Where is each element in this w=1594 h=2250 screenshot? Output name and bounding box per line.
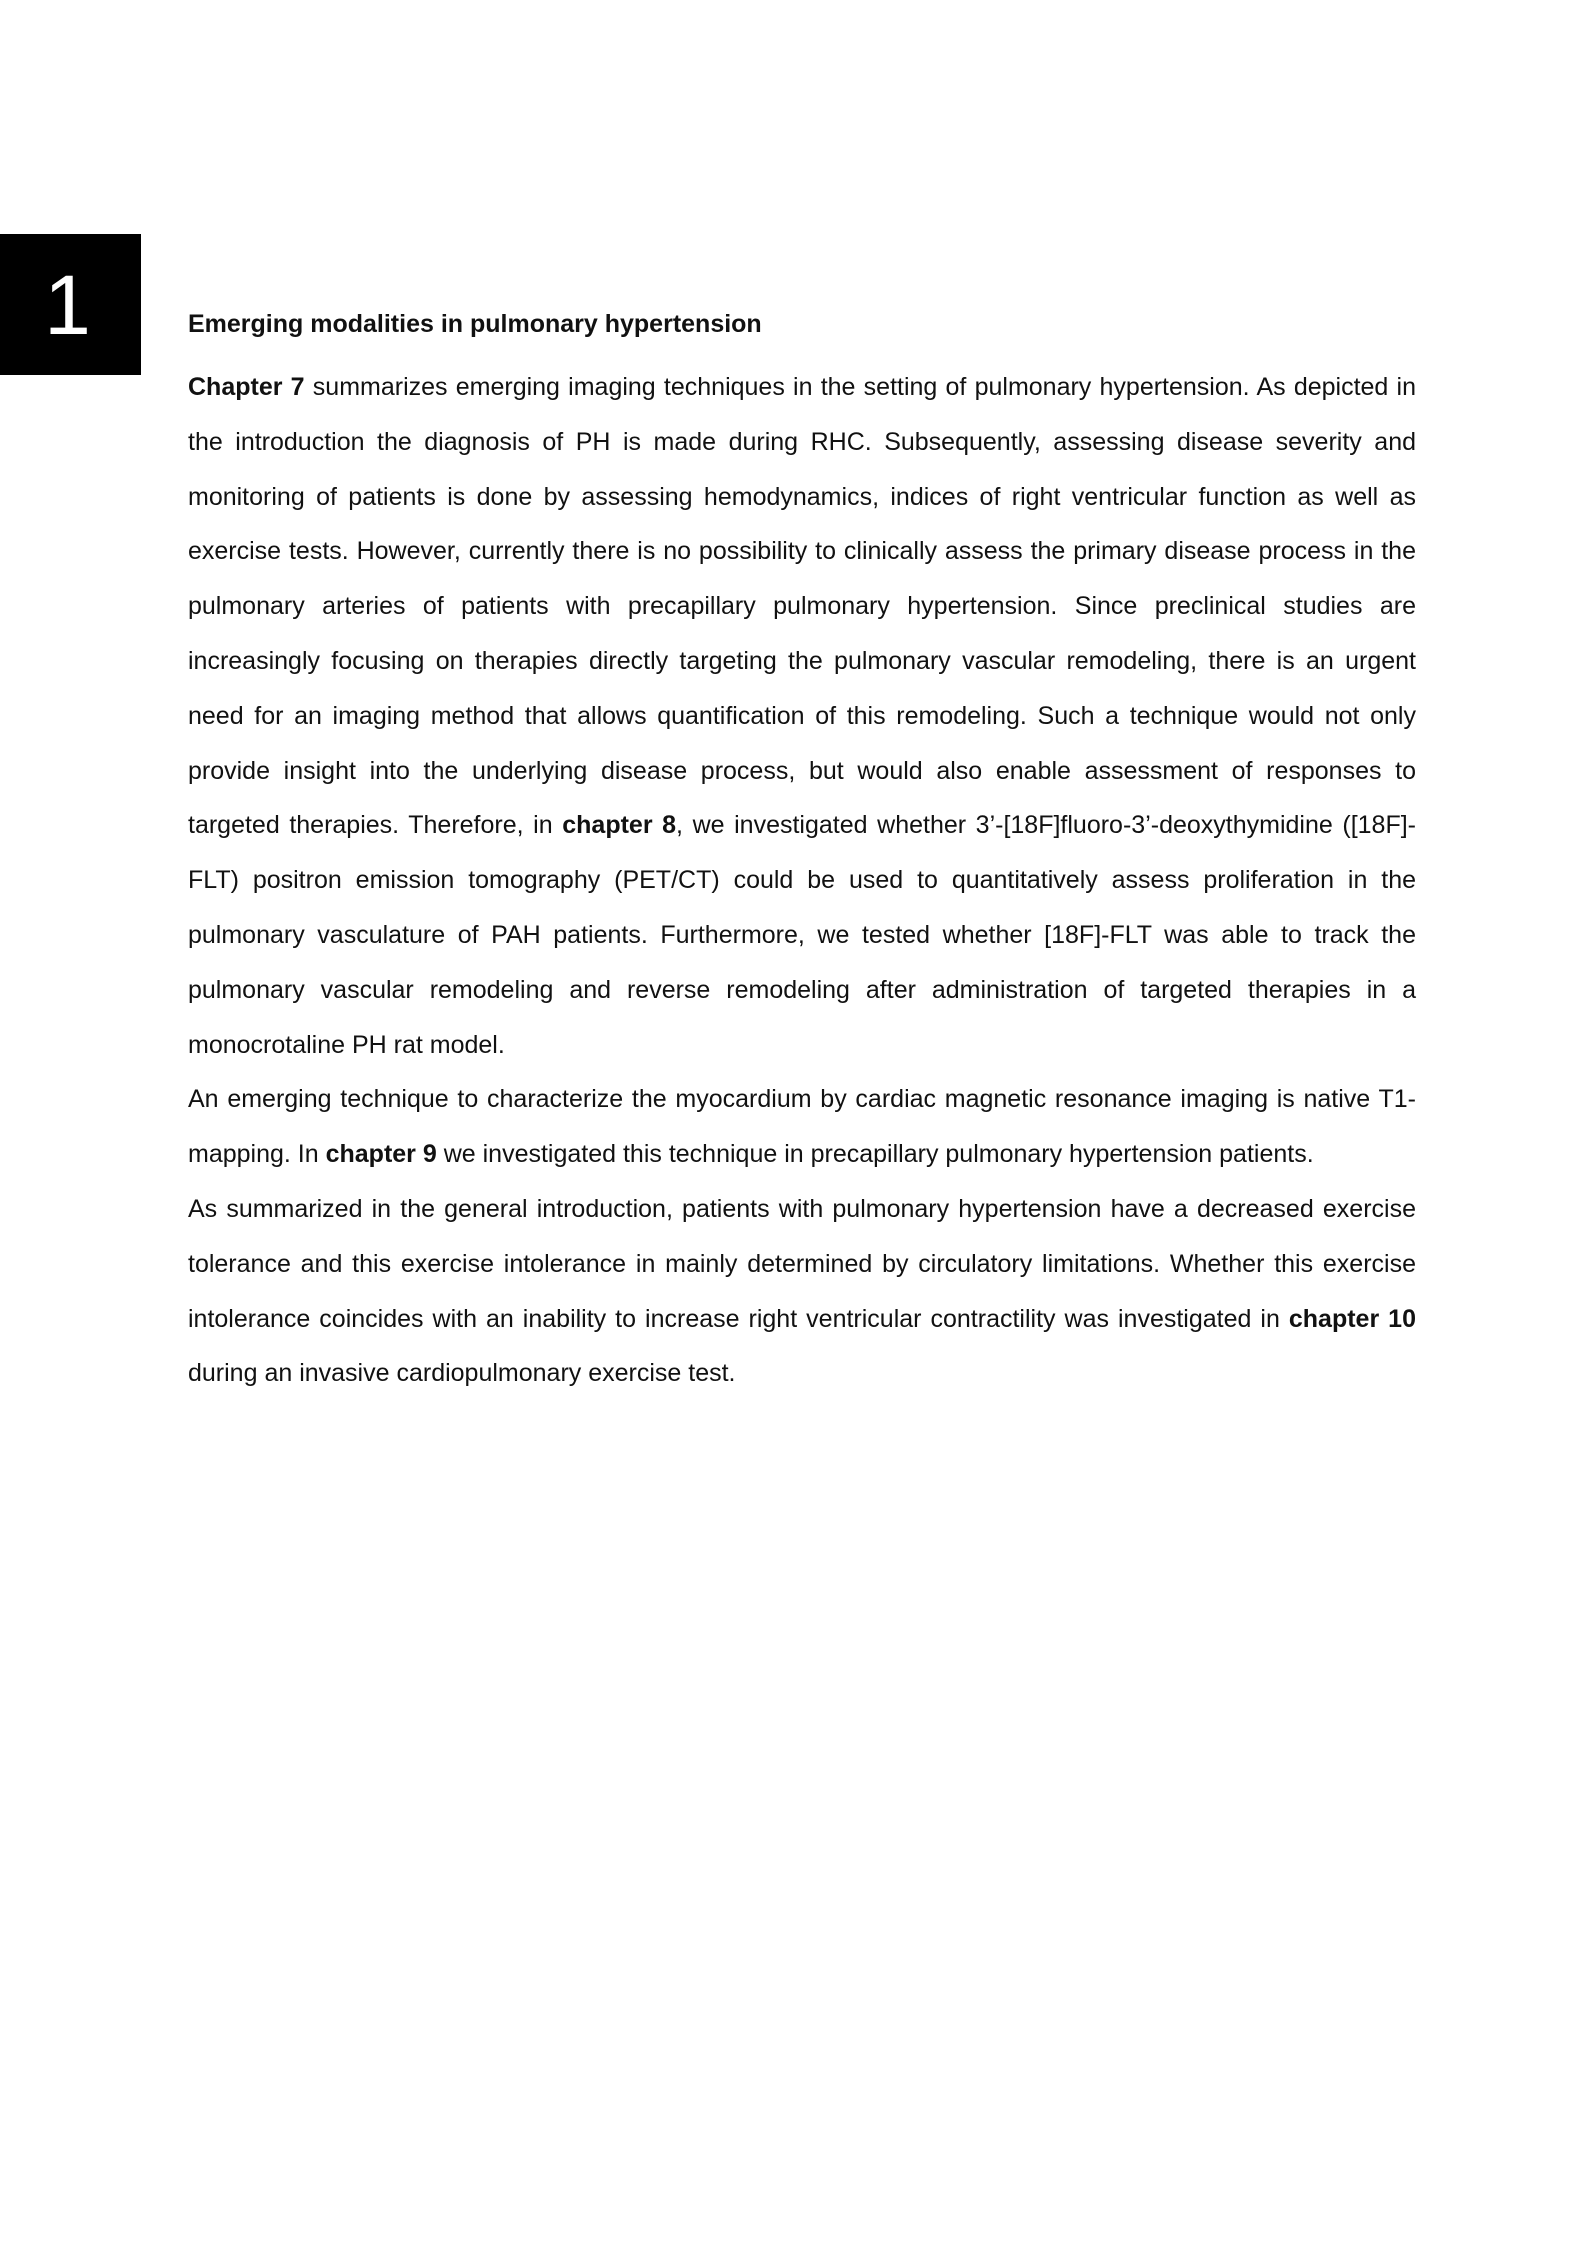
paragraph-text: during an invasive cardiopulmonary exercise test. [188,1359,736,1388]
chapter-9-reference: chapter 9 [325,1140,437,1169]
chapter-number: 1 [44,257,91,352]
paragraph-text: we investigated this technique in precapillary pulmonary hypertension patients. [436,1140,1314,1169]
chapter-number-tab [0,234,141,375]
section-heading: Emerging modalities in pulmonary hypertension [188,310,762,338]
paragraph-text: , we investigated whether 3’-[18F]fluoro-3’-deoxythymidine ([18F]-FLT) positron emission tomography (PET/CT) could be used to quantitatively assess proliferation in the pulmonary vasculature of PAH patients. Furthermore, we tested whether [18F]-FLT was able to track the pulmonary vascular remodeling and reverse remodeling after administration of targeted therapies in a monocrotaline PH rat model. [188,811,1416,1059]
chapter-10-reference: chapter 10 [1288,1304,1416,1333]
chapter-8-reference: chapter 8 [562,811,677,840]
paragraph-text: An emerging technique to characterize the myocardium by cardiac magnetic resonance imaging is native T1-mapping. In [188,1085,1416,1169]
page-content [188,305,1416,1401]
paragraph-chapter-10 [188,1182,1416,1401]
paragraph-text: summarizes emerging imaging techniques in the setting of pulmonary hypertension. As depicted in the introduction the diagnosis of PH is made during RHC. Subsequently, assessing disease severity and monitoring of patients is done by assessing hemodynamics, indices of right ventricular function as well as exercise tests. However, currently there is no possibility to clinically assess the primary disease process in the pulmonary arteries of patients with precapillary pulmonary hypertension. Since preclinical studies are increasingly focusing on therapies directly targeting the pulmonary vascular remodeling, there is an urgent need for an imaging method that allows quantification of this remodeling. Such a technique would not only provide insight into the underlying disease process, but would also enable assessment of responses to targeted therapies. Therefore, in [188,373,1417,840]
chapter-7-reference: Chapter 7 [188,373,305,401]
paragraph-text: As summarized in the general introduction, patients with pulmonary hypertension have a decreased exercise tolerance and this exercise intolerance in mainly determined by circulatory limitations. Whether this exercise intolerance coincides with an inability to increase right ventricular contractility was investigated in [188,1194,1416,1333]
paragraph-chapter-7-8 [188,360,1416,1072]
paragraph-chapter-9 [188,1072,1416,1182]
